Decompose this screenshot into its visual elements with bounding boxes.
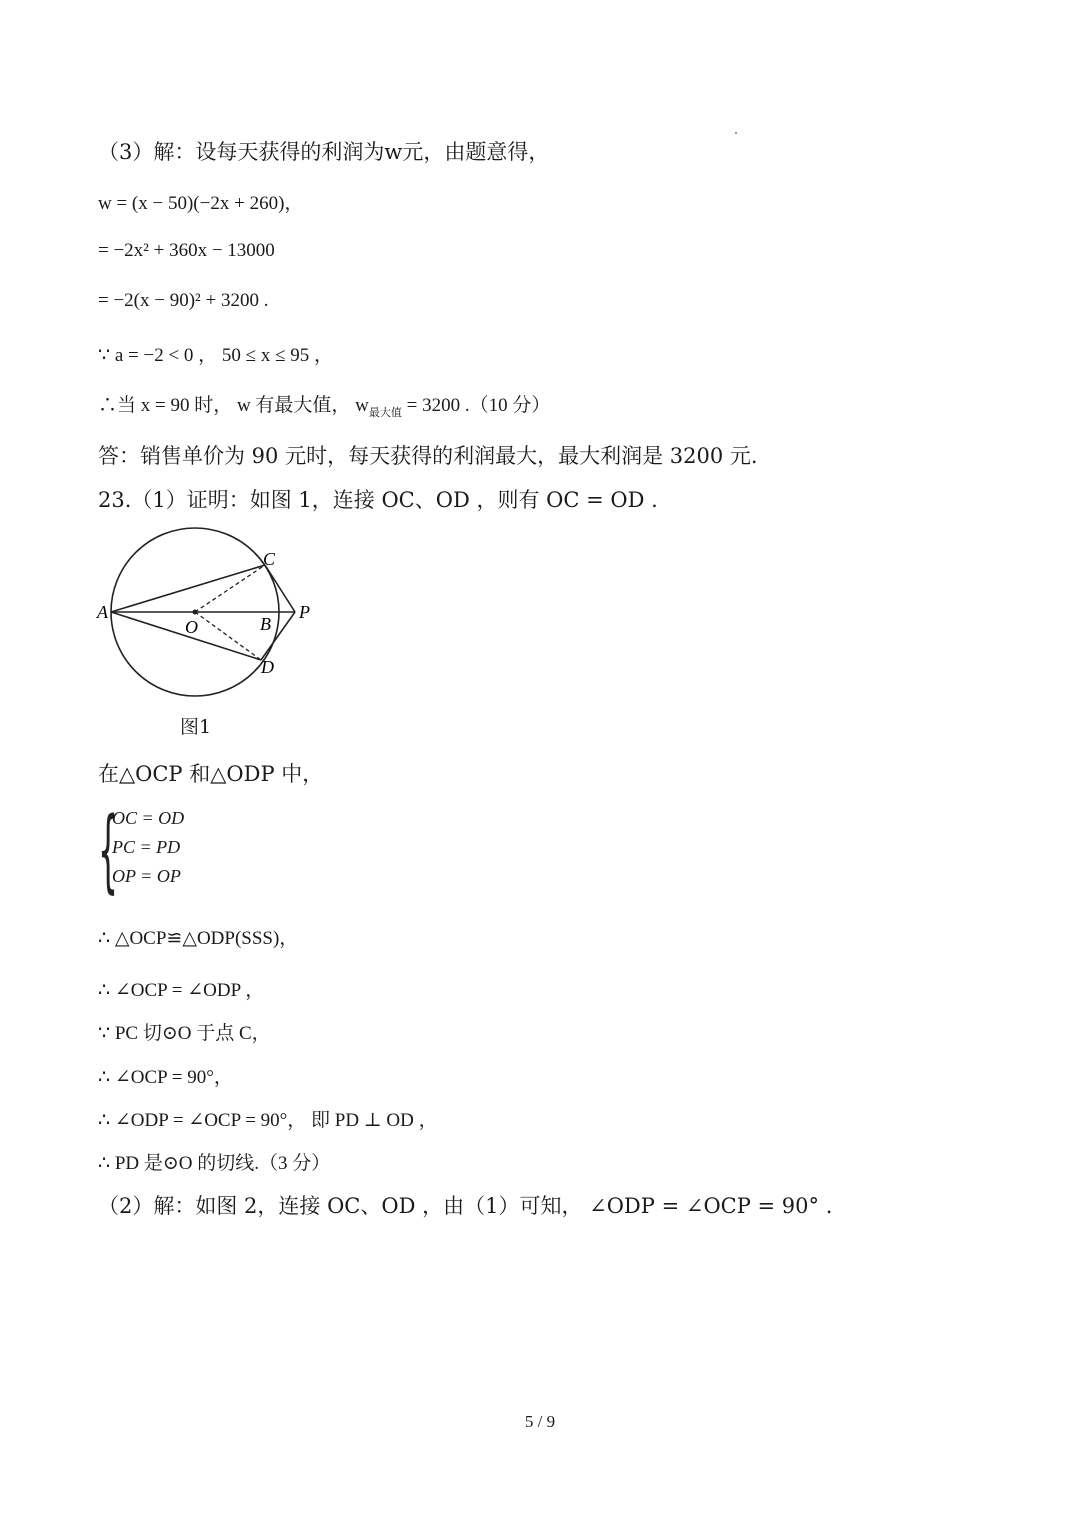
label-d: D <box>261 657 274 677</box>
system-brace: { <box>98 798 119 903</box>
profit-expression: w = (x − 50)(−2x + 260)， <box>98 193 304 214</box>
line-cp <box>265 565 295 612</box>
part-2-intro: （2）解：如图 2，连接 OC、OD ，由（1）可知， ∠ODP = ∠OCP = 90° . <box>98 1194 833 1218</box>
label-c: C <box>263 549 276 569</box>
circle-tangent-diagram <box>95 525 335 710</box>
figure-caption: 图1 <box>180 716 212 738</box>
perpendicular-line: ∴ ∠ODP = ∠OCP = 90°， 即 PD ⊥ OD ， <box>98 1110 438 1131</box>
condition-line: ∵ a = −2 < 0 ， 50 ≤ x ≤ 95 ， <box>98 345 334 366</box>
expanded-expression: = −2x² + 360x − 13000 <box>98 240 275 261</box>
line-od-dashed <box>195 612 261 660</box>
label-a: A <box>97 602 108 622</box>
label-o: O <box>185 617 198 637</box>
speck <box>735 132 737 134</box>
figure-1 <box>95 525 335 714</box>
system-eq-3: OP = OP <box>112 866 181 886</box>
answer-line: 答：销售单价为 90 元时，每天获得的利润最大，最大利润是 3200 元. <box>98 444 758 468</box>
system-eq-2: PC = PD <box>112 837 181 857</box>
max-value-subscript: 最大值 <box>368 406 402 419</box>
conclusion-line: ∴ PD 是⊙O 的切线.（3 分） <box>98 1153 331 1174</box>
system-eq-1: OC = OD <box>112 808 185 828</box>
solution-3-intro: （3）解：设每天获得的利润为w元，由题意得， <box>98 140 550 164</box>
line-oc-dashed <box>195 565 265 612</box>
vertex-form: = −2(x − 90)² + 3200 . <box>98 290 269 311</box>
right-angle-line: ∴ ∠OCP = 90°， <box>98 1067 233 1088</box>
label-b: B <box>260 614 271 634</box>
max-value-text: ∴当 x = 90 时， w 有最大值， w <box>98 395 369 416</box>
max-value-result: = 3200 .（10 分） <box>401 395 551 416</box>
congruence-line: ∴ △OCP≌△ODP(SSS)， <box>98 928 299 949</box>
max-value-line <box>98 390 550 420</box>
tangent-given-line: ∵ PC 切⊙O 于点 C， <box>98 1023 271 1044</box>
angle-equality-line: ∴ ∠OCP = ∠ODP ， <box>98 980 265 1001</box>
page-number: 5 / 9 <box>524 1412 556 1431</box>
center-point <box>193 610 198 615</box>
label-p: P <box>299 602 310 622</box>
line-ac <box>111 565 265 612</box>
triangle-intro: 在△OCP 和△ODP 中， <box>98 762 324 786</box>
problem-23-intro: 23.（1）证明：如图 1，连接 OC、OD ，则有 OC = OD . <box>98 488 658 512</box>
